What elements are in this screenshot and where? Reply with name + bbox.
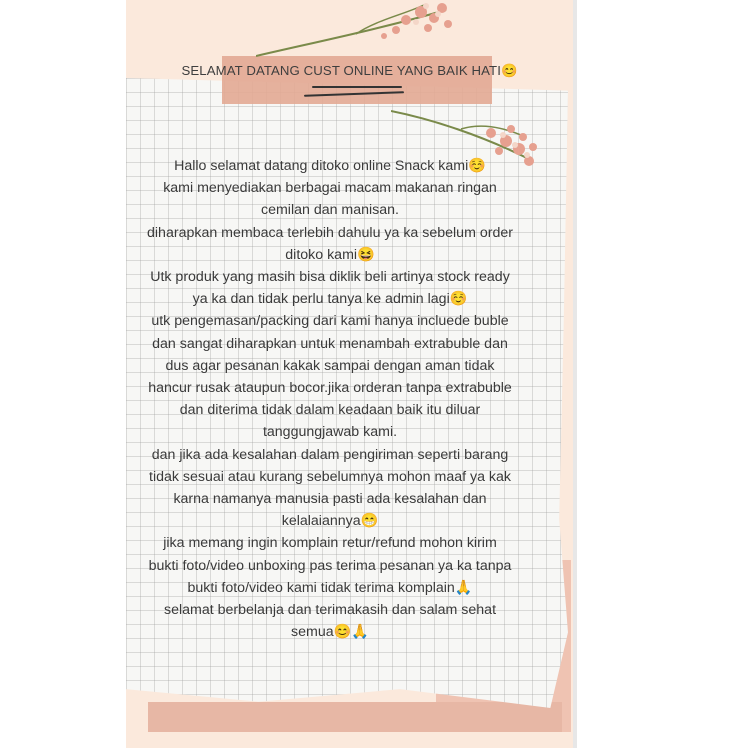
message-line: karna namanya manusia pasti ada kesalahan dan [173, 491, 487, 508]
blush-strip [148, 702, 562, 732]
message-line: ya ka dan tidak perlu tanya ke admin lagi☺️ [192, 291, 468, 308]
message-line: tidak sesuai atau kurang sebelumnya mohon maaf ya kak [149, 468, 511, 485]
message-line: Utk produk yang masih bisa diklik beli artinya stock ready [150, 269, 510, 286]
message-line: selamat berbelanja dan terimakasih dan salam sehat [163, 602, 497, 619]
page-title: SELAMAT DATANG CUST ONLINE YANG BAIK HATI😊 [181, 63, 518, 78]
message-line: bukti foto/video kami tidak terima komplain🙏 [187, 579, 473, 596]
message-line: hancur rusak ataupun bocor.jika orderan tanpa extrabuble [148, 380, 512, 397]
message-line: dus agar pesanan kakak sampai dengan aman tidak [165, 357, 495, 374]
message-line: semua😊🙏 [291, 624, 369, 641]
message-line: diharapkan membaca terlebih dahulu ya ka sebelum order [147, 224, 513, 241]
edge-divider [573, 0, 577, 748]
message-line: dan diterima tidak dalam keadaan baik itu diluar [179, 402, 481, 419]
title-underline [312, 86, 402, 88]
message-line: cemilan dan manisan. [260, 202, 399, 219]
poster [126, 0, 573, 748]
message-line: utk pengemasan/packing dari kami hanya incluede buble [151, 313, 509, 330]
message-line: kami menyediakan berbagai macam makanan ringan [163, 180, 497, 197]
message-line: Hallo selamat datang ditoko online Snack kami☺️ [174, 158, 486, 174]
message-line: kelalaiannya😁 [281, 513, 379, 530]
message-body [126, 155, 540, 643]
flower-branch-top-icon [256, 0, 456, 60]
message-line: tanggungjawab kami. [262, 424, 398, 441]
message-line: dan sangat diharapkan untuk menambah extrabuble dan [152, 335, 508, 352]
message-line: jika memang ingin komplain retur/refund mohon kirim [163, 535, 497, 552]
message-line: ditoko kami😆 [285, 246, 375, 263]
message-line: dan jika ada kesalahan dalam pengiriman seperti barang [151, 446, 509, 463]
message-line: bukti foto/video unboxing pas terima pesanan ya ka tanpa [148, 557, 512, 574]
